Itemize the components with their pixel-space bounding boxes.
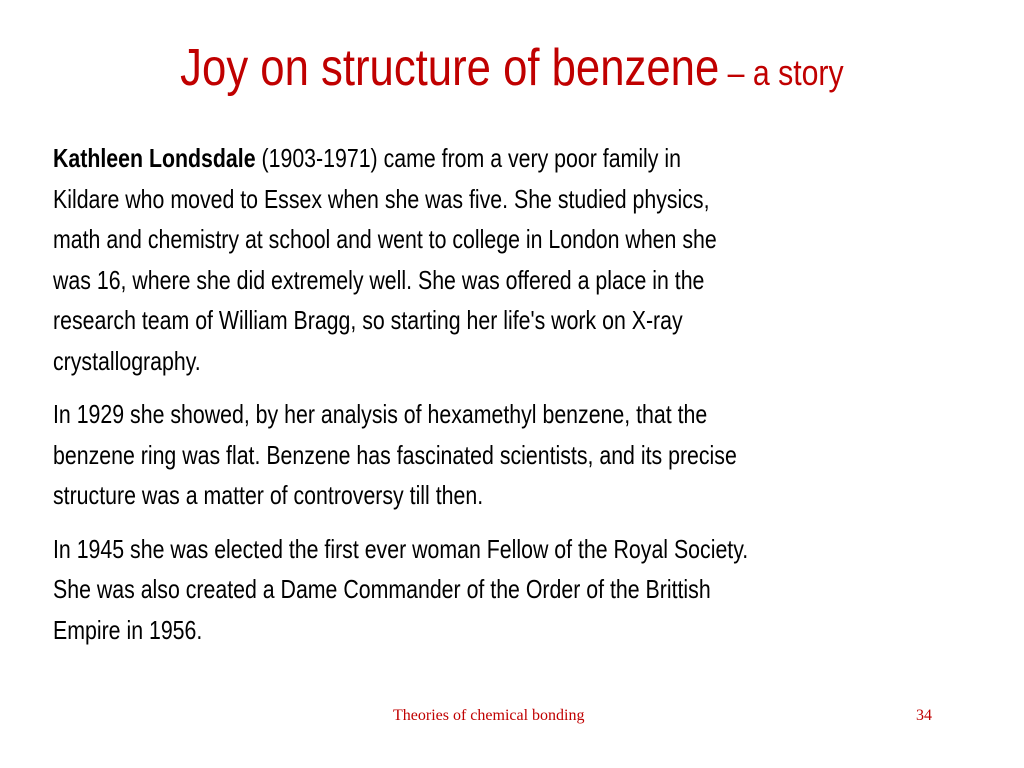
text-line: Kildare who moved to Essex when she was five. She studied physics, bbox=[53, 183, 710, 214]
text-line: crystallography. bbox=[53, 345, 201, 376]
paragraph-honors bbox=[53, 529, 971, 651]
paragraph-benzene-discovery bbox=[53, 394, 971, 516]
slide-body bbox=[53, 138, 971, 663]
title-subtitle-text: – a story bbox=[719, 52, 844, 93]
text-line: In 1945 she was elected the first ever woman Fellow of the Royal Society. bbox=[53, 533, 749, 564]
text-line: was 16, where she did extremely well. She was offered a place in the bbox=[53, 264, 705, 295]
text-line: research team of William Bragg, so starting her life's work on X-ray bbox=[53, 305, 683, 335]
slide-title-inner bbox=[180, 39, 844, 97]
text-line: benzene ring was flat. Benzene has fascinated scientists, and its precise bbox=[53, 439, 737, 470]
person-name: Kathleen Londsdale bbox=[53, 143, 256, 173]
text-line: structure was a matter of controversy till then. bbox=[53, 480, 484, 510]
footer-page-number: 34 bbox=[916, 707, 932, 724]
slide-title bbox=[0, 39, 1024, 97]
title-main-text: Joy on structure of benzene bbox=[180, 39, 720, 97]
footer-presentation-title: Theories of chemical bonding bbox=[393, 707, 585, 724]
text-line: math and chemistry at school and went to college in London when she bbox=[53, 224, 717, 254]
text-line bbox=[53, 138, 971, 179]
text-line: She was also created a Dame Commander of the Order of the Brittish bbox=[53, 574, 711, 604]
text-span: (1903-1971) came from a very poor family in bbox=[255, 143, 681, 173]
paragraph-biography bbox=[53, 138, 971, 381]
text-line: In 1929 she showed, by her analysis of hexamethyl benzene, that the bbox=[53, 399, 708, 429]
text-line: Empire in 1956. bbox=[53, 614, 203, 645]
